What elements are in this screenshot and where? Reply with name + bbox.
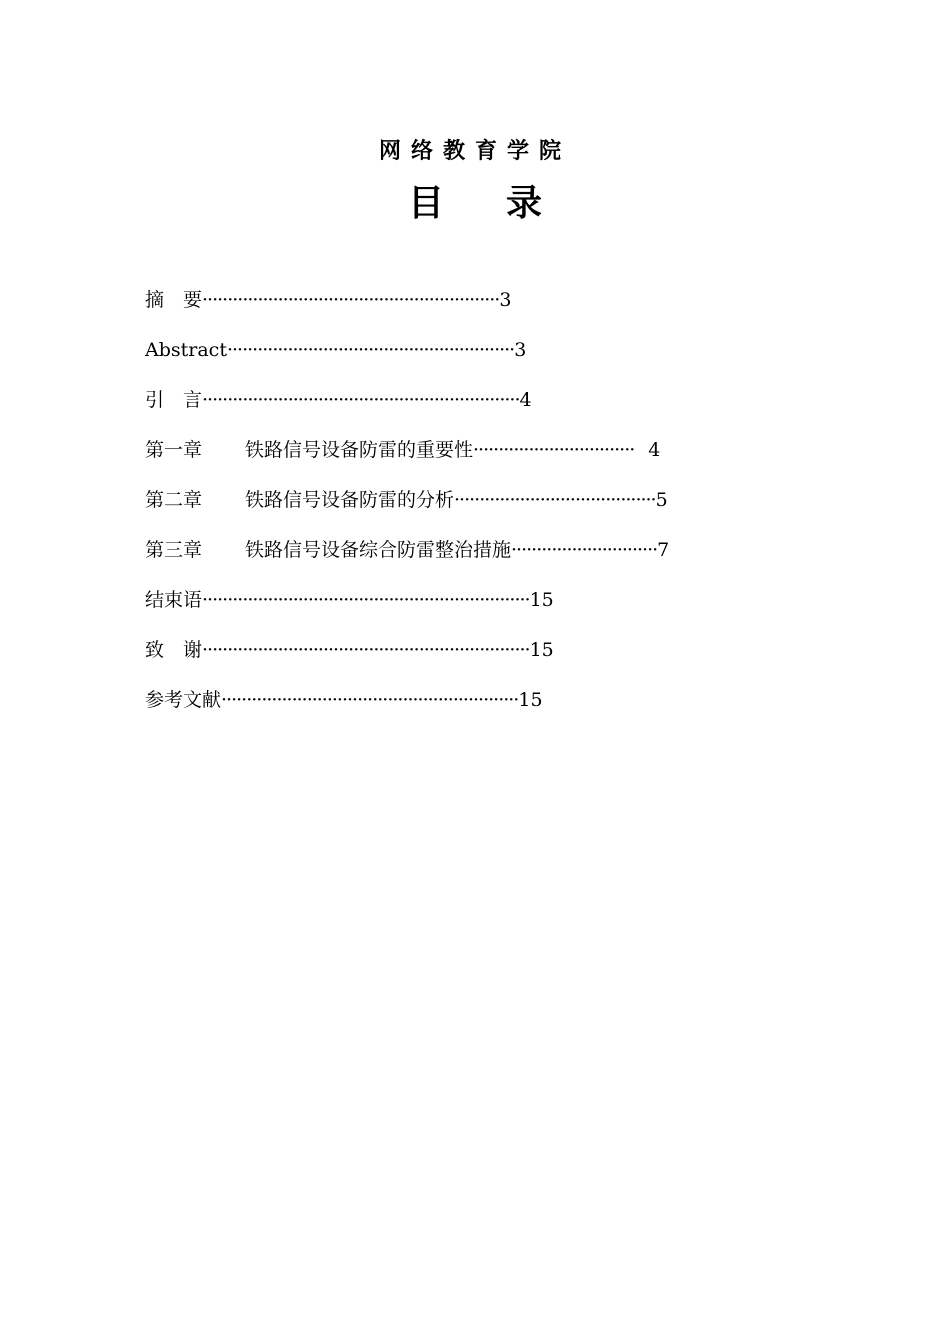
toc-title-right: 录 <box>506 182 543 224</box>
toc-entry-label: 参考文献 <box>145 689 222 711</box>
dot-leader: ····························· <box>511 539 658 561</box>
toc-entry-page: 15 <box>518 689 543 711</box>
toc-entry-label: 铁路信号设备防雷的分析 <box>245 489 455 511</box>
table-of-contents <box>145 284 805 734</box>
toc-entry-page: 3 <box>514 339 527 361</box>
toc-entry-label: 引 言 <box>145 389 203 411</box>
toc-chapter-number: 第二章 <box>145 489 203 511</box>
toc-entry-label: Abstract <box>145 339 227 361</box>
toc-entry-page: 4 <box>648 439 661 461</box>
institution-name: 网络教育学院 <box>378 138 571 164</box>
toc-entry[interactable] <box>145 384 805 434</box>
toc-entry[interactable] <box>145 284 805 334</box>
toc-entry-label: 铁路信号设备综合防雷整治措施 <box>245 539 512 561</box>
toc-title <box>0 178 950 228</box>
toc-entry[interactable] <box>145 534 805 584</box>
toc-chapter-number: 第三章 <box>145 539 203 561</box>
toc-entry[interactable] <box>145 484 805 534</box>
dot-leader: ································································· <box>202 639 530 661</box>
toc-entry-label: 结束语 <box>145 589 203 611</box>
toc-entry-label: 铁路信号设备防雷的重要性 <box>245 439 474 461</box>
dot-leader: ··························································· <box>221 689 519 711</box>
toc-entry-page: 5 <box>655 489 668 511</box>
dot-leader: ························································· <box>226 339 515 361</box>
toc-entry-page: 7 <box>657 539 670 561</box>
toc-entry-label: 摘 要 <box>145 289 203 311</box>
toc-entry[interactable] <box>145 334 805 384</box>
toc-entry-page: 4 <box>519 389 532 411</box>
toc-entry[interactable] <box>145 584 805 634</box>
dot-leader: ······························································· <box>202 389 520 411</box>
toc-entry-label: 致 谢 <box>145 639 203 661</box>
toc-chapter-number: 第一章 <box>145 439 203 461</box>
toc-entry-page: 15 <box>529 589 554 611</box>
dot-leader: ································································· <box>202 589 530 611</box>
toc-entry-page: 3 <box>499 289 512 311</box>
toc-entry-page: 15 <box>529 639 554 661</box>
toc-entry[interactable] <box>145 684 805 734</box>
toc-entry[interactable] <box>145 634 805 684</box>
toc-title-left: 目 <box>407 182 444 224</box>
dot-leader: ··························································· <box>202 289 500 311</box>
toc-entry[interactable] <box>145 434 805 484</box>
dot-leader: ········································ <box>454 489 656 511</box>
dot-leader: ································ <box>473 439 635 461</box>
